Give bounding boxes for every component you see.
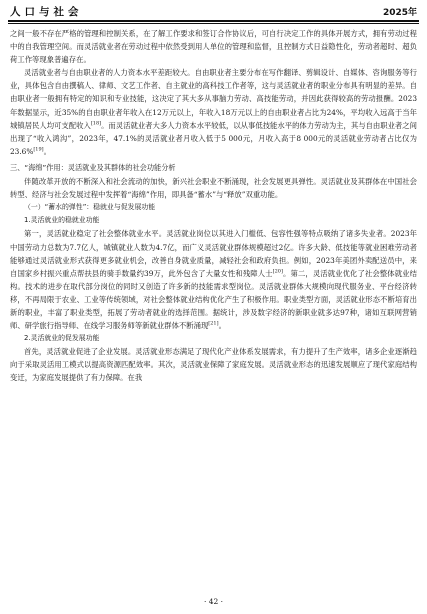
header-rule-thick <box>8 20 419 22</box>
citation-ref: [19] <box>33 146 44 153</box>
body-paragraph <box>10 27 417 66</box>
paragraph-text: 。而灵活就业者大多人力资本水平较低，以从事低技能水平的体力劳动为主，其与自由职业者之间出现了“收入鸿沟”，2023年，47.1%的灵活就业者月收入低于5 000元，月收入高于8 000元的灵活就业劳动者占比仅为23.6% <box>10 120 417 156</box>
citation-ref: [18] <box>90 120 102 127</box>
body-paragraph <box>10 345 417 384</box>
journal-title: 人口与社会 <box>10 5 83 18</box>
minor-heading: 1.灵活就业的稳就业功能 <box>24 216 100 225</box>
citation-ref: [20] <box>272 268 283 275</box>
issue-year: 2025年 <box>382 7 417 18</box>
paragraph-text: 首先，灵活就业促进了企业发展。灵活就业形态满足了现代化产业体系发展需求，有力提升了生产效率，诸多企业逐渐趋向于采取灵活用工模式以提高资源匹配效率。其次，灵活就业保障了家庭发展。灵活就业形态的迅速发展顺应了现代家庭结构变迁，为家庭发展提供了有力保障。在我 <box>10 347 417 383</box>
header-rule-thin <box>8 23 419 24</box>
running-header <box>10 3 417 19</box>
paragraph-text: 灵活就业者与自由职业者的人力资本水平差距较大。自由职业者主要分布在写作翻译、剪辑设计、自媒体、咨询服务等行业，具体包含自由撰稿人、律师、文艺工作者、自主就业的高科技工作者等，这与灵活就业者的职业分布具有明显的差异。自由职业者一般拥有特定的知识和专业技能，这决定了其大多从事脑力劳动、高技能劳动，并因此获得较高的劳动报酬。2023年数据显示，近35%的自由职业者年收入在12万元以上，年收入18万元以上的自由职业者占比为24%，平均收入远高于当年城镇居民人均可支配收入 <box>10 68 417 130</box>
paragraph-text: 之间一般不存在严格的管理和控制关系，在了解工作要求和签订合作协议后，可自行决定工作的具体开展方式，拥有劳动过程中的自我管理空间。而灵活就业者在劳动过程中依然受到用人单位的管理和监督，且控制方式日益隐性化，劳动者超时、超负荷工作等现象普遍存在。 <box>10 29 417 65</box>
paragraph-text: 第一，灵活就业稳定了社会整体就业水平。灵活就业岗位以其进入门槛低、包容性强等特点吸纳了诸多失业者。2023年中国劳动力总数为7.7亿人，城镇就业人数为4.7亿，而广义灵活就业群体规模超过2亿。许多大龄、低技能等就业困难劳动者能够通过灵活就业形式获得更多就业机会，改善自身就业质量，减轻社会和政府负担。例如，2023年美团外卖配送员中，来自国家乡村振兴重点帮扶县的骑手数量约39万，此外包含了大量女性和残障人士 <box>10 229 417 278</box>
paragraph-text: 。 <box>43 146 51 156</box>
paragraph-text: 伴随改革开放的不断深入和社会流动的加快，新兴社会职业不断涌现，社会发展更具弹性。灵活就业及其群体在中国社会转型、经济与社会发展过程中发挥着“海绵”作用，即具备“蓄水”与“释放”双重功能。 <box>10 177 417 200</box>
body-paragraph <box>10 66 417 158</box>
section-heading: 三、“海绵”作用：灵活就业及其群体的社会功能分析 <box>10 162 176 172</box>
body-paragraph <box>10 227 417 332</box>
subsection-heading: （一）“蓄水的弹性”：稳就业与促发展功能 <box>24 203 156 212</box>
paragraph-text: 。第二，灵活就业优化了社会整体就业结构。技术的进步在取代部分岗位的同时又创造了许多新的技能需求型岗位。灵活就业群体大规模向现代服务业、平台经济转移，不再局限于农业、工业等传统领域，对社会整体就业结构优化产生了积极作用。职业类型方面，灵活就业形态不断培育出新的职业，丰富了职业类型，拓展了劳动者就业的选择范围。据统计，涉及数字经济的新职业就多达97种，诸如互联网营销师、研学旅行指导师、在线学习服务师等新就业群体不断涌现 <box>10 268 417 331</box>
body-paragraph <box>10 175 417 201</box>
paragraph-text: 。 <box>218 321 226 331</box>
article-body <box>10 27 417 385</box>
minor-heading: 2.灵活就业的促发展功能 <box>24 334 100 343</box>
page-number: · 42 · <box>203 597 224 606</box>
citation-ref: [21] <box>208 320 219 327</box>
